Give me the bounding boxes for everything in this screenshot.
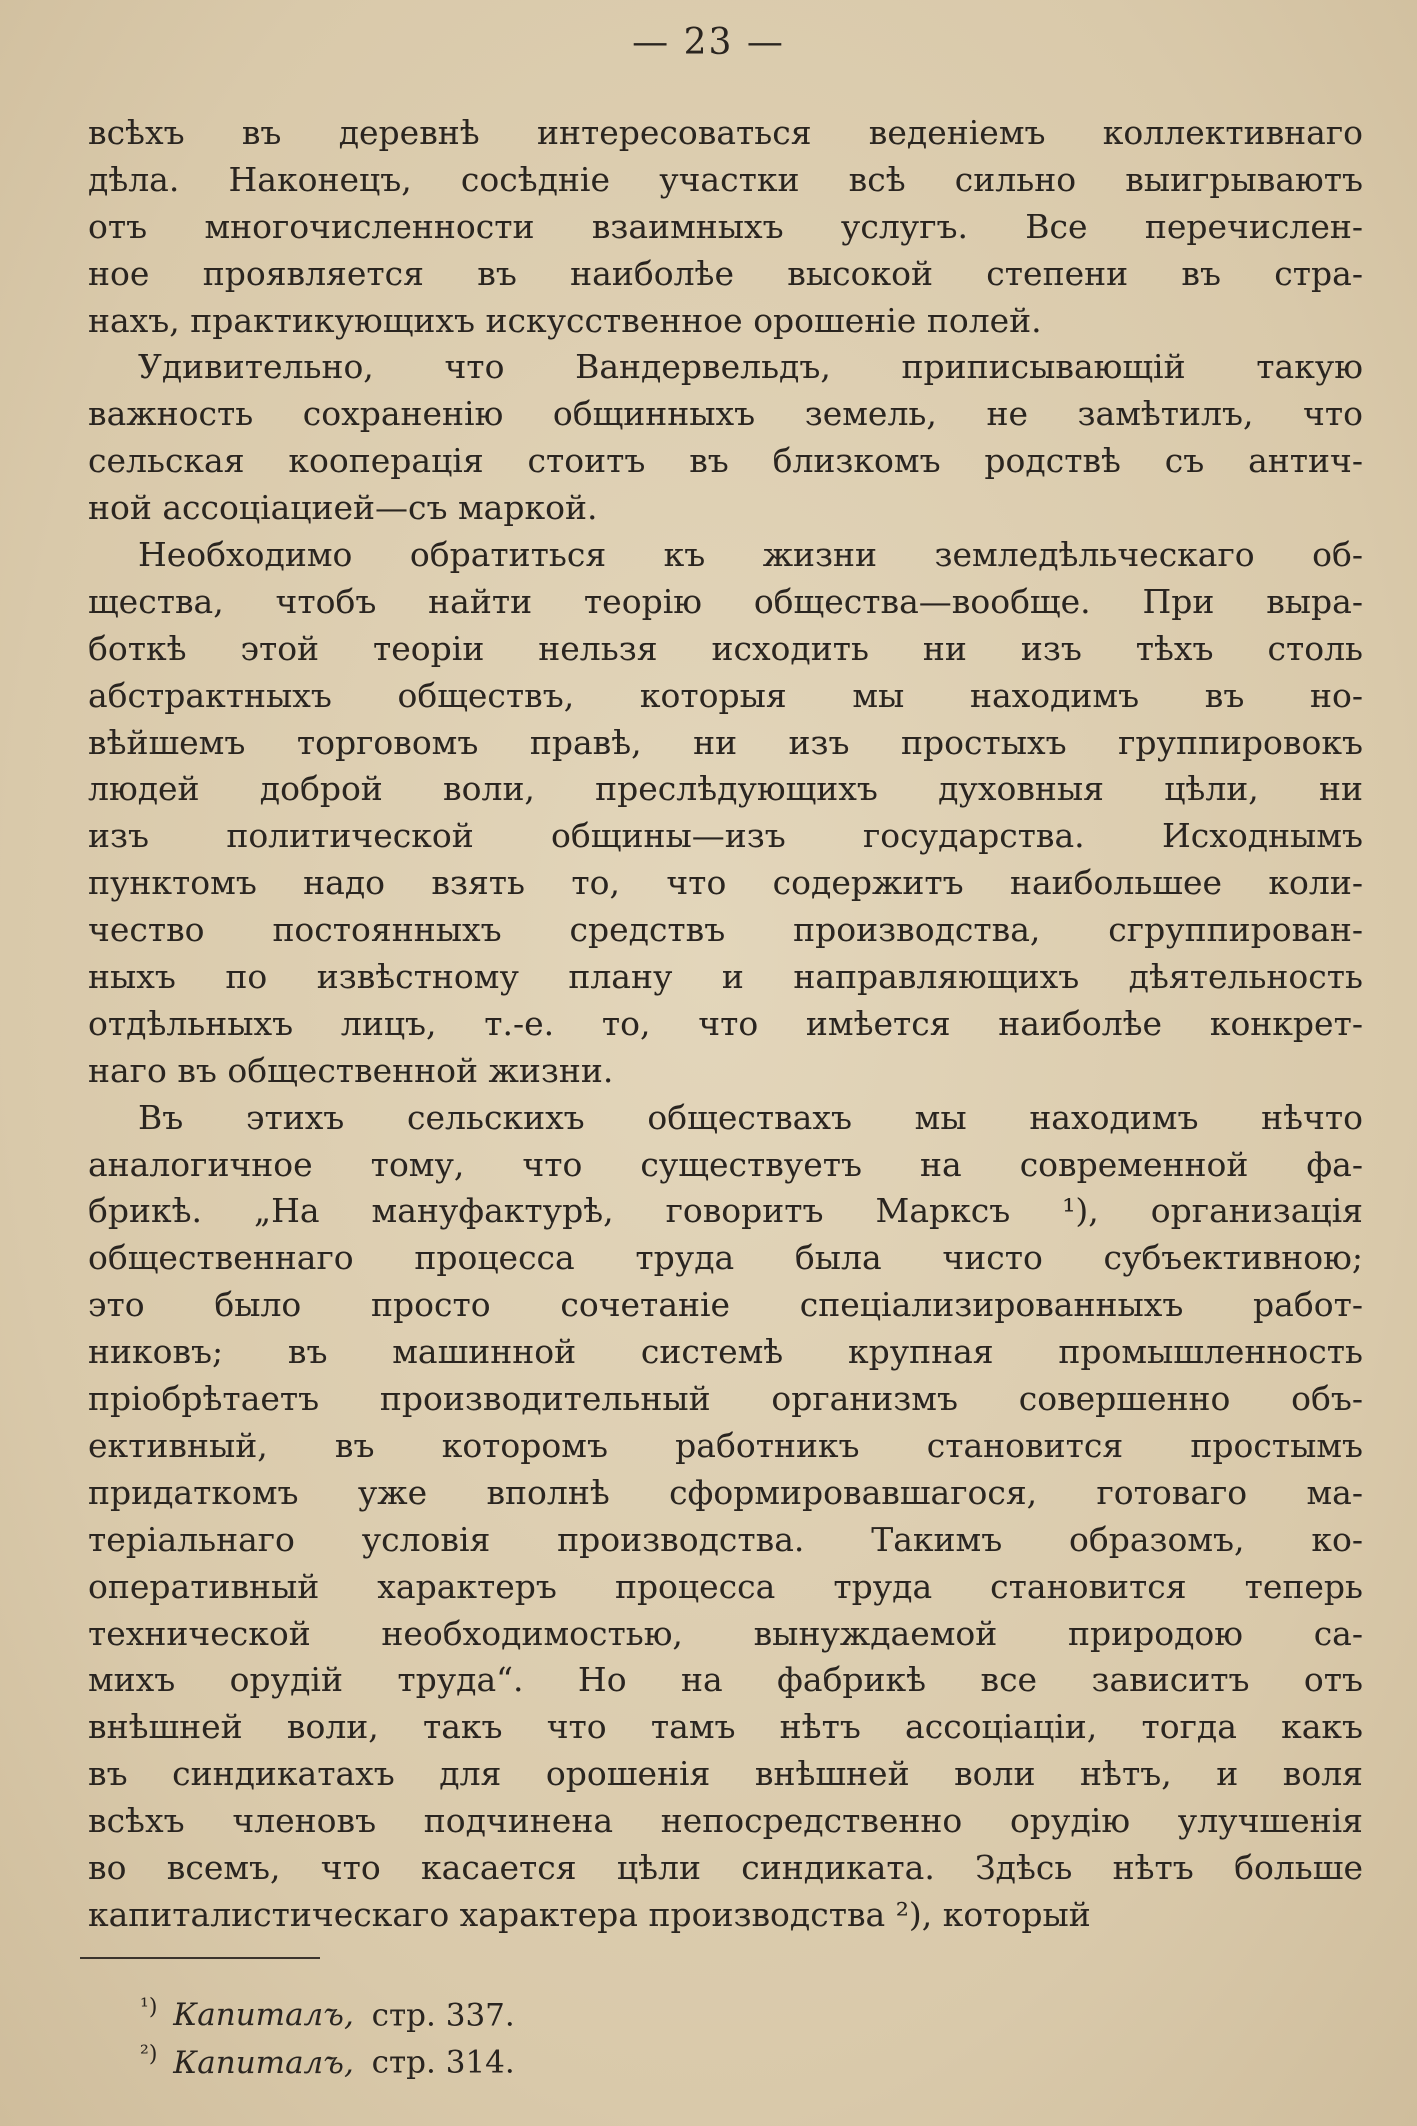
- text-line: отдѣльныхъ лицъ, т.-е. то, что имѣется наиболѣе конкрет-: [88, 1003, 1363, 1043]
- text-line: капиталистическаго характера производства ²), который: [88, 1894, 1091, 1934]
- text-line: никовъ; въ машинной системѣ крупная промышленность: [88, 1332, 1363, 1372]
- text-line: отъ многочисленности взаимныхъ услугъ. Все перечислен-: [88, 206, 1363, 246]
- footnote-2: [140, 2035, 1040, 2082]
- text-line: это было просто сочетаніе спеціализированныхъ работ-: [88, 1285, 1363, 1325]
- text-line: ной ассоціацией—съ маркой.: [88, 488, 598, 528]
- text-line: придаткомъ уже вполнѣ сформировавшагося, готоваго ма-: [88, 1472, 1363, 1512]
- text-line: въ синдикатахъ для орошенія внѣшней воли нѣтъ, и воля: [88, 1754, 1363, 1794]
- text-line: абстрактныхъ обществъ, которыя мы находимъ въ но-: [88, 675, 1363, 715]
- text-line: пріобрѣтаетъ производительный организмъ совершенно объ-: [88, 1379, 1363, 1419]
- text-line: брикѣ. „На мануфактурѣ, говоритъ Марксъ ¹), организація: [88, 1191, 1363, 1231]
- text-line: теріальнаго условія производства. Такимъ образомъ, ко-: [88, 1519, 1363, 1559]
- text-line: михъ орудій труда“. Но на фабрикѣ все зависитъ отъ: [88, 1660, 1363, 1700]
- paragraph-1: [88, 110, 1363, 344]
- text-line: вѣйшемъ торговомъ правѣ, ни изъ простыхъ группировокъ: [88, 722, 1363, 762]
- paragraph-4: [88, 1095, 1363, 1939]
- text-line: ективный, въ которомъ работникъ становится простымъ: [88, 1425, 1363, 1465]
- text-line: чество постоянныхъ средствъ производства, сгруппирован-: [88, 910, 1363, 950]
- footnotes: [140, 1988, 1040, 2083]
- text-line: наго въ общественной жизни.: [88, 1050, 614, 1090]
- text-line: боткѣ этой теоріи нельзя исходить ни изъ тѣхъ столь: [88, 628, 1363, 668]
- text-line: щества, чтобъ найти теорію общества—вообще. При выра-: [88, 581, 1363, 621]
- text-line: Удивительно, что Вандервельдъ, приписывающій такую: [138, 347, 1363, 387]
- text-line: дѣла. Наконецъ, сосѣдніе участки всѣ сильно выигрываютъ: [88, 159, 1363, 199]
- text-line: пунктомъ надо взять то, что содержитъ наибольшее коли-: [88, 863, 1363, 903]
- text-line: Необходимо обратиться къ жизни земледѣльческаго об-: [138, 535, 1363, 575]
- text-line: сельская кооперація стоитъ въ близкомъ родствѣ съ антич-: [88, 441, 1363, 481]
- text-line: всѣхъ въ деревнѣ интересоваться веденіемъ коллективнаго: [88, 113, 1363, 152]
- text-line: общественнаго процесса труда была чисто субъективною;: [88, 1238, 1363, 1278]
- page-number: — 23 —: [632, 22, 785, 63]
- body-text: [88, 110, 1363, 1939]
- text-line: во всемъ, что касается цѣли синдиката. Здѣсь нѣтъ больше: [88, 1847, 1363, 1887]
- paragraph-2: [88, 344, 1363, 532]
- footnote-reference: стр. 314.: [371, 2044, 515, 2081]
- text-line: ныхъ по извѣстному плану и направляющихъ дѣятельность: [88, 957, 1363, 997]
- footnote-1: [140, 1988, 1040, 2035]
- footnote-mark: ¹): [140, 1995, 158, 2020]
- text-line: аналогичное тому, что существуетъ на современной фа-: [88, 1144, 1363, 1184]
- text-line: важность сохраненію общинныхъ земель, не замѣтилъ, что: [88, 394, 1363, 434]
- footnote-mark: ²): [140, 2042, 158, 2068]
- text-line: нахъ, практикующихъ искусственное орошеніе полей.: [88, 300, 1042, 340]
- text-line: технической необходимостью, вынуждаемой природою са-: [88, 1613, 1363, 1653]
- footnote-title: Капиталъ,: [173, 1997, 354, 2034]
- footnote-reference: стр. 337.: [371, 1997, 515, 2034]
- text-line: всѣхъ членовъ подчинена непосредственно орудію улучшенія: [88, 1801, 1363, 1841]
- text-line: Въ этихъ сельскихъ обществахъ мы находимъ нѣчто: [138, 1097, 1363, 1137]
- footnote-divider: [80, 1957, 320, 1959]
- footnote-title: Капиталъ,: [173, 2044, 354, 2081]
- paragraph-3: [88, 532, 1363, 1095]
- text-line: внѣшней воли, такъ что тамъ нѣтъ ассоціаціи, тогда какъ: [88, 1707, 1363, 1747]
- text-line: ное проявляется въ наиболѣе высокой степени въ стра-: [88, 253, 1363, 293]
- text-line: оперативный характеръ процесса труда становится теперь: [88, 1566, 1363, 1606]
- text-line: изъ политической общины—изъ государства. Исходнымъ: [88, 816, 1363, 856]
- text-line: людей доброй воли, преслѣдующихъ духовныя цѣли, ни: [88, 769, 1363, 809]
